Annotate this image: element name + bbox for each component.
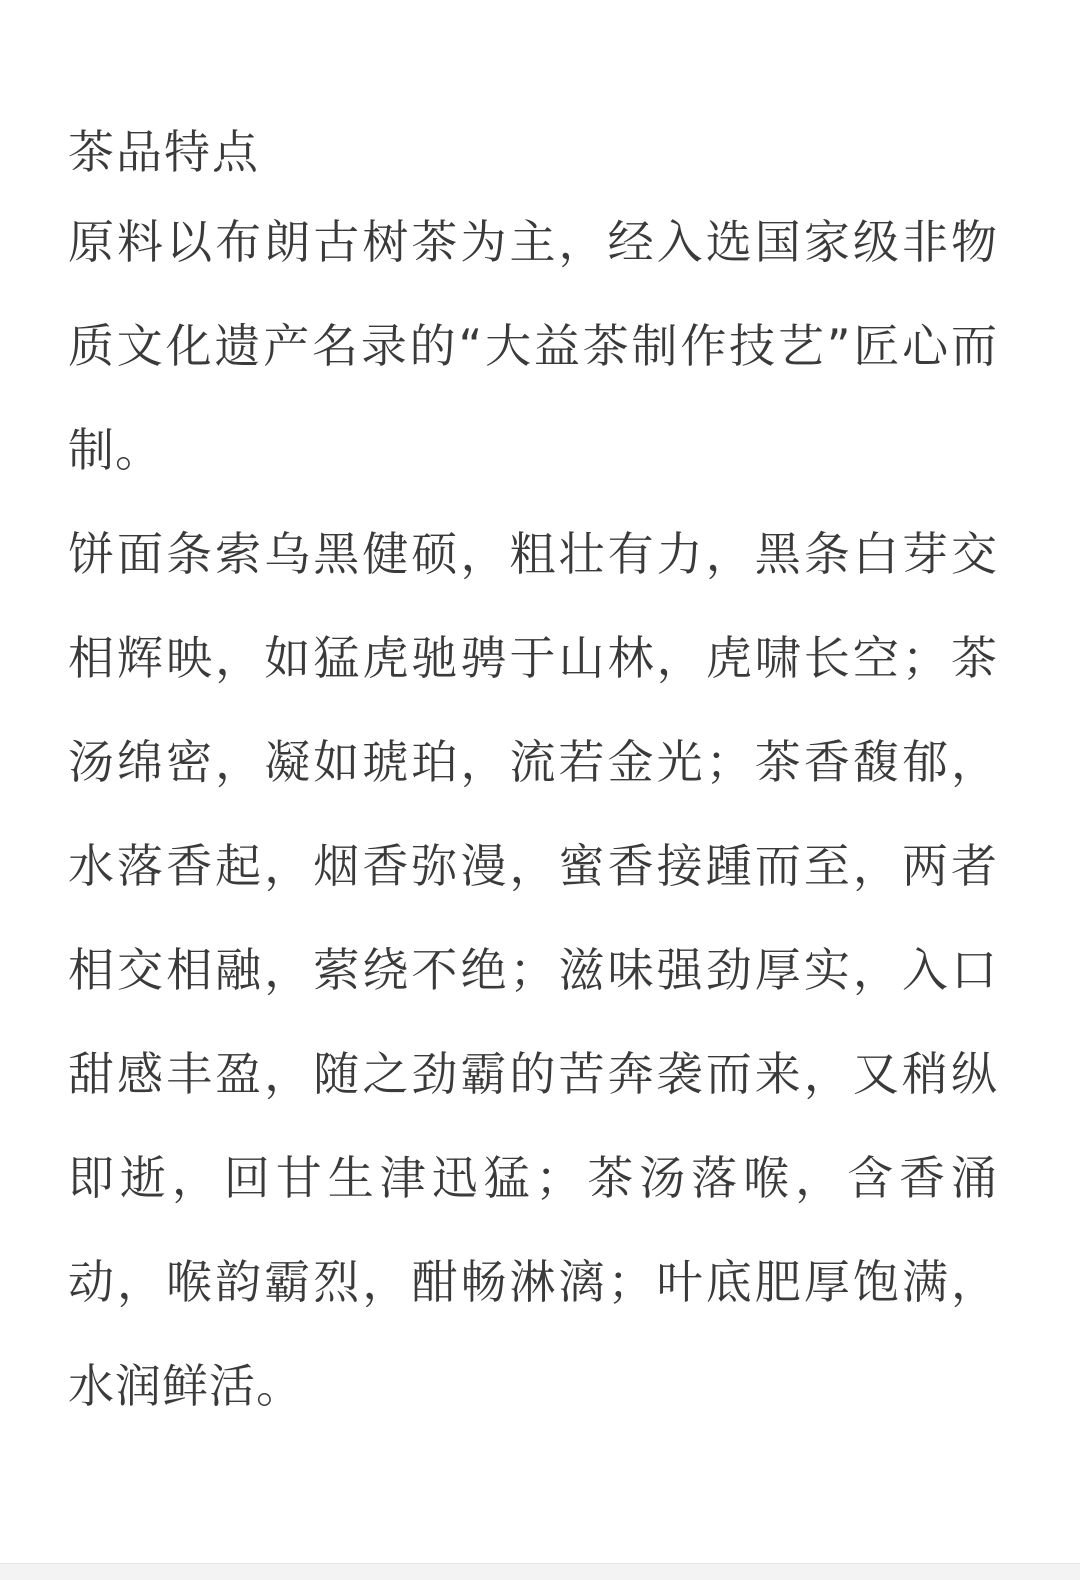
paragraph-origin: 原料以布朗古树茶为主，经入选国家级非物质文化遗产名录的“大益茶制作技艺”匠心而制。 xyxy=(68,215,998,477)
article-section xyxy=(68,118,998,1438)
paragraph-description: 饼面条索乌黑健硕，粗壮有力，黑条白芽交相辉映，如猛虎驰骋于山林，虎啸长空；茶汤绵密，凝如琥珀，流若金光；茶香馥郁，水落香起，烟香弥漫，蜜香接踵而至，两者相交相融，萦绕不绝；滋味强劲厚实，入口甜感丰盈，随之劲霸的苦奔袭而来，又稍纵即逝，回甘生津迅猛；茶汤落喉，含香涌动，喉韵霸烈，酣畅淋漓；叶底肥厚饱满，水润鲜活。 xyxy=(68,527,998,1413)
section-heading: 茶品特点 xyxy=(68,125,260,179)
bottom-divider xyxy=(0,1563,1080,1580)
